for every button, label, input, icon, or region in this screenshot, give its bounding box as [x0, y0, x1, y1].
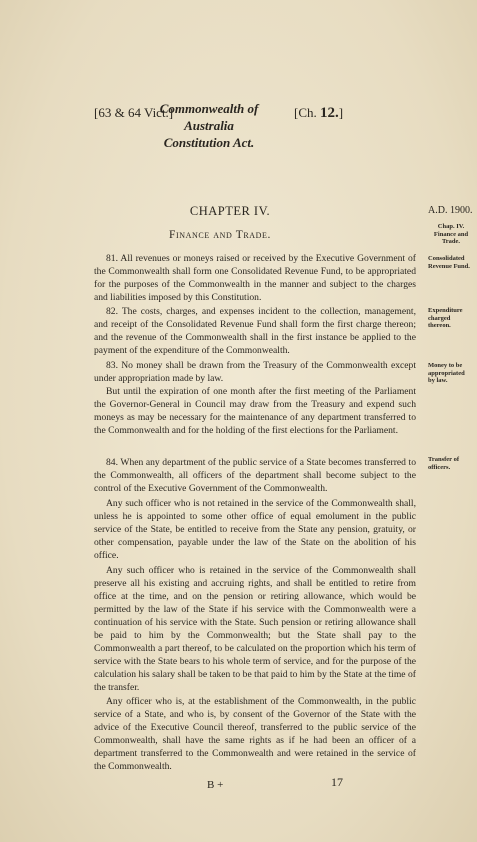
paragraph-84: 84. When any department of the public service of a State becomes transferred to the Commonwealth, all officers of the department shall become subject to the control of the Executive Government of the Commonwealth.: [94, 457, 416, 494]
margin-note-81: Consolidated Revenue Fund.: [428, 255, 470, 270]
margin-note-chapter: Chap. IV. Finance and Trade.: [433, 223, 469, 245]
paragraph-84-b: Any such officer who is not retained in the service of the Commonwealth shall, unless he is appointed to some other office of equal emolument in the public service of the State, be entitled to receive from the State any pension, gratuity, or other compensation, payable under the law of the State on the abolition of his office.: [94, 498, 416, 561]
section-title: Finance and Trade.: [169, 229, 271, 241]
chapter-heading: CHAPTER IV.: [189, 204, 271, 218]
paragraph-83-cont: But until the expiration of one month after the first meeting of the Parliament the Governor-General in Council may draw from the Treasury and expend such moneys as may be necessary for the maintenance of any department transferred to the Commonwealth and for the holding of the first elections for the Parliament.: [94, 386, 416, 436]
act-title: [144, 100, 274, 151]
page-number: 17: [331, 775, 343, 789]
act-title-line-1: Commonwealth of Australia: [159, 101, 259, 133]
paragraph-84-c: Any such officer who is retained in the service of the Commonwealth shall preserve all his existing and accruing rights, and shall be entitled to retire from office at the time, and on the pension or retiring allowance, which would be permitted by the law of the State if his service with the Commonwealth were a continuation of his service with the State. Such pension or retiring allowance shall be paid to him by the Commonwealth; but the State shall pay to the Commonwealth a part thereof, to be calculated on the proportion which his term of service with the State bears to his whole term of service, and for the purpose of the calculation his salary shall be taken to be that paid to him by the State at the time of the transfer.: [94, 565, 416, 693]
signature-mark: B +: [207, 779, 224, 791]
chapter-ref-number: 12.: [320, 105, 339, 121]
margin-note-84: Transfer of officers.: [428, 456, 459, 471]
paragraph-83: 83. No money shall be drawn from the Treasury of the Commonwealth except under appropriation made by law.: [94, 360, 416, 384]
margin-note-83: Money to be appropriated by law.: [428, 362, 465, 384]
paragraph-84-d: Any officer who is, at the establishment of the Commonwealth, in the public service of a State, and who is, by consent of the Governor of the State with the advice of the Executive Council thereof, transferred to the public service of the Commonwealth, shall have the same rights as if he had been an officer of a department transferred to the Commonwealth and were retained in the service of the Commonwealth.: [94, 696, 416, 772]
chapter-ref-suffix: ]: [338, 105, 344, 120]
paragraph-82: 82. The costs, charges, and expenses incident to the collection, management, and receipt of the Consolidated Revenue Fund shall form the first charge thereon; and the revenue of the Commonwealth shall in the first instance be applied to the payment of the expenditure of the Commonwealth.: [94, 306, 416, 356]
margin-note-82: Expenditure charged thereon.: [428, 307, 463, 329]
chapter-ref-prefix: [Ch.: [294, 105, 320, 120]
chapter-ref: [294, 105, 343, 122]
year-note: A.D. 1900.: [428, 205, 473, 216]
paragraph-81: 81. All revenues or moneys raised or received by the Executive Government of the Commonwealth shall form one Consolidated Revenue Fund, to be appropriated for the purposes of the Commonwealth in the manner and subject to the charges and liabilities imposed by this Constitution.: [94, 253, 416, 303]
regnal-year: [63 & 64 Vict.]: [94, 105, 174, 120]
act-title-line-2: Constitution Act.: [163, 135, 255, 150]
